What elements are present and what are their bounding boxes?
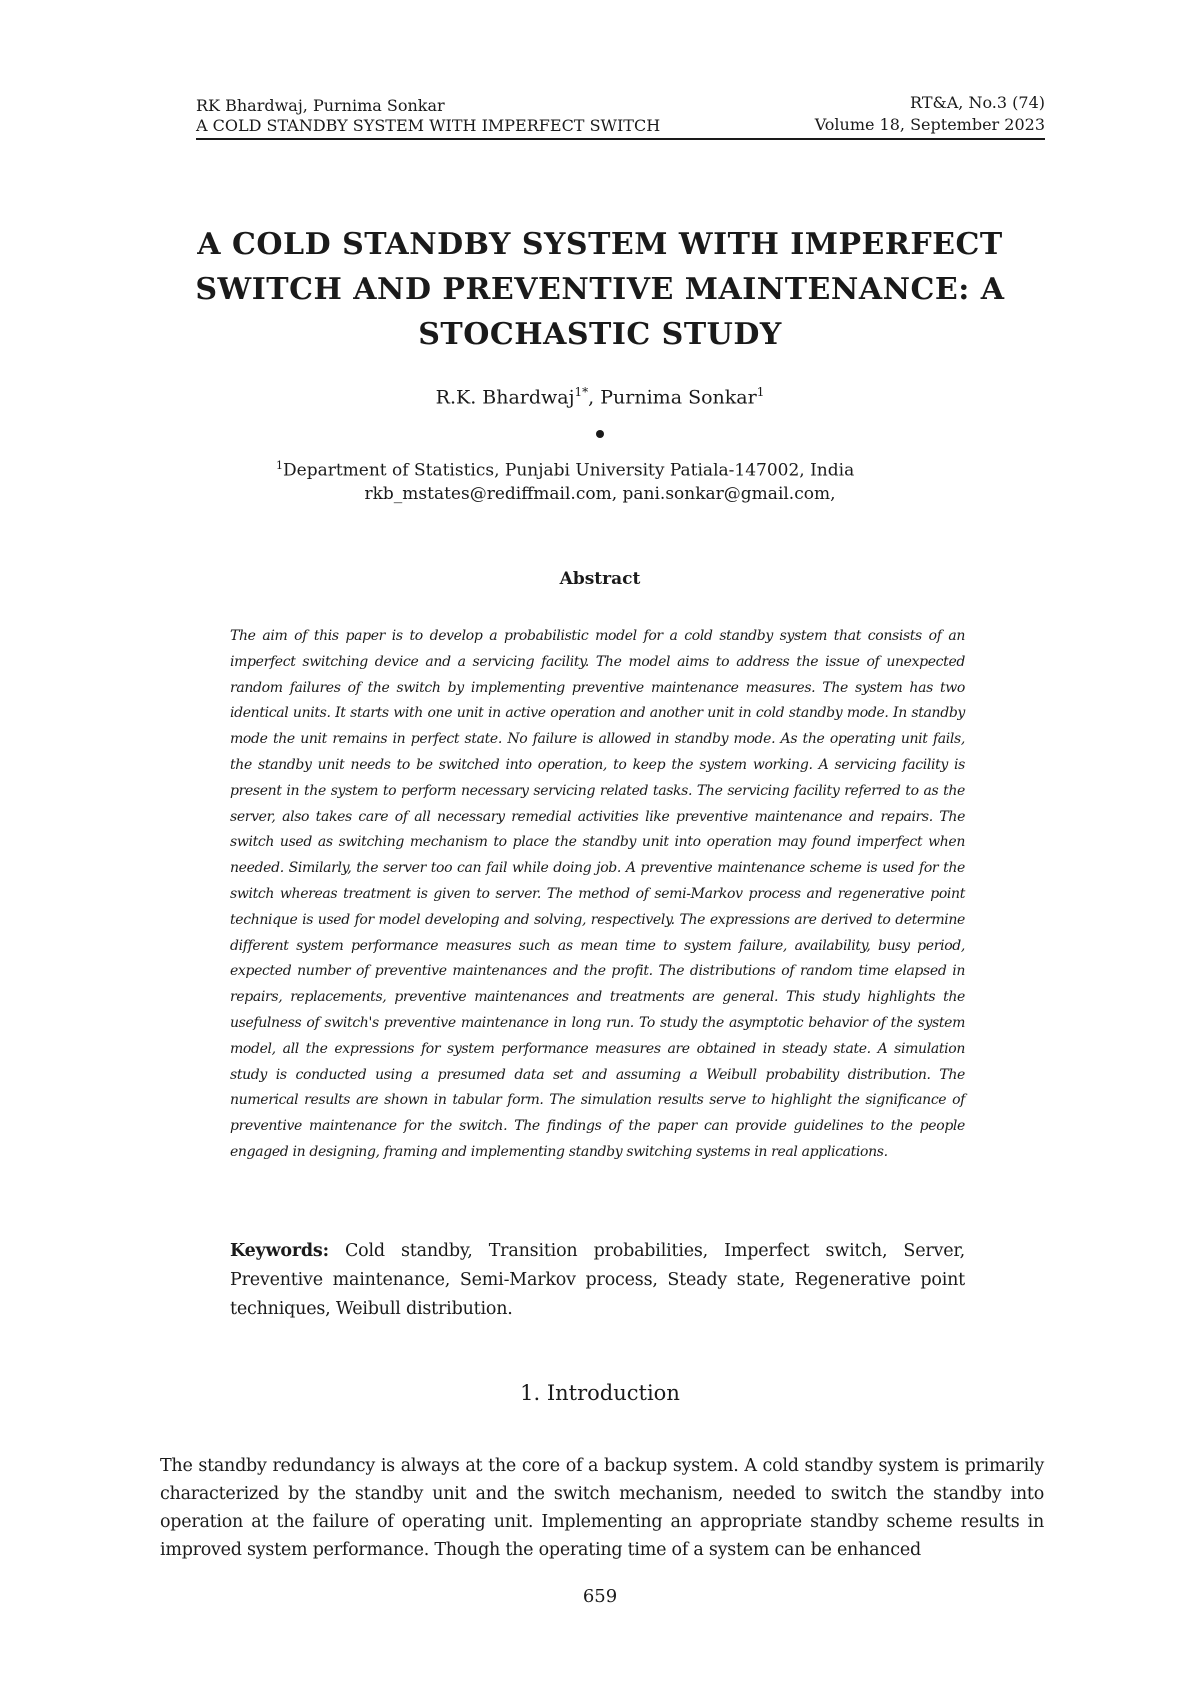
keywords-label: Keywords:	[230, 1241, 329, 1261]
author-line	[0, 385, 1200, 408]
header-authors: RK Bhardwaj, Purnima Sonkar	[196, 96, 445, 115]
header-short-title: A COLD STANDBY SYSTEM WITH IMPERFECT SWITCH	[196, 116, 661, 135]
author-1: R.K. Bhardwaj	[435, 386, 575, 409]
introduction-paragraph: The standby redundancy is always at the core of a backup system. A cold standby system is primarily characterized by the standby unit and the switch mechanism, needed to switch the standby into operation at the failure of operating unit. Implementing an appropriate standby scheme results in improved system performance. Though the operating time of a system can be enhanced	[160, 1456, 1044, 1560]
abstract-heading: Abstract	[559, 569, 641, 589]
header-volume: Volume 18, September 2023	[814, 115, 1045, 134]
paper-title: A COLD STANDBY SYSTEM WITH IMPERFECT SWITCH AND PREVENTIVE MAINTENANCE: A STOCHASTIC STUDY	[195, 227, 1005, 352]
keywords-block	[230, 1237, 965, 1324]
author-separator: ,	[588, 386, 601, 409]
running-header-right	[815, 92, 1045, 136]
keywords-text: Cold standby, Transition probabilities, Imperfect switch, Server, Preventive maintenance, Semi-Markov process, Steady state, Regenerative point techniques, Weibull distribution.	[230, 1241, 965, 1319]
bullet-dot-icon	[596, 430, 604, 438]
abstract-body: The aim of this paper is to develop a probabilistic model for a cold standby system that consists of an imperfect switching device and a servicing facility. The model aims to address the issue of unexpected random failures of the switch by implementing preventive maintenance measures. The system has two identical units. It starts with one unit in active operation and another unit in cold standby mode. In standby mode the unit remains in perfect state. No failure is allowed in standby mode. As the operating unit fails, the standby unit needs to be switched into operation, to keep the system working. A servicing facility is present in the system to perform necessary servicing related tasks. The servicing facility referred to as the server, also takes care of all necessary remedial activities like preventive maintenance and repairs. The switch used as switching mechanism to place the standby unit into operation may found imperfect when needed. Similarly, the server too can fail while doing job. A preventive maintenance scheme is used for the switch whereas treatment is given to server. The method of semi-Markov process and regenerative point technique is used for model developing and solving, respectively. The expressions are derived to determine different system performance measures such as mean time to system failure, availability, busy period, expected number of preventive maintenances and the profit. The distributions of random time elapsed in repairs, replacements, preventive maintenances and treatments are general. This study highlights the usefulness of switch's preventive maintenance in long run. To study the asymptotic behavior of the system model, all the expressions for system performance measures are obtained in steady state. A simulation study is conducted using a presumed data set and assuming a Weibull probability distribution. The numerical results are shown in tabular form. The simulation results serve to highlight the significance of preventive maintenance for the switch. The findings of the paper can provide guidelines to the people engaged in designing, framing and implementing standby switching systems in real applications.	[230, 628, 965, 1160]
affiliation-marker: 1	[276, 459, 283, 472]
section-heading-introduction: 1. Introduction	[520, 1381, 680, 1405]
header-rule	[196, 138, 1045, 140]
running-header-left	[196, 96, 660, 136]
header-journal: RT&A, No.3 (74)	[910, 93, 1045, 112]
author-emails: rkb_mstates@rediffmail.com, pani.sonkar@gmail.com,	[364, 484, 836, 504]
author-1-marker: 1*	[574, 385, 589, 399]
page-number: 659	[582, 1586, 618, 1607]
author-2: Purnima Sonkar	[600, 386, 757, 409]
affiliation-text: Department of Statistics, Punjabi University Patiala-147002, India	[283, 460, 855, 481]
affiliation	[276, 455, 854, 482]
author-2-marker: 1	[756, 385, 765, 399]
